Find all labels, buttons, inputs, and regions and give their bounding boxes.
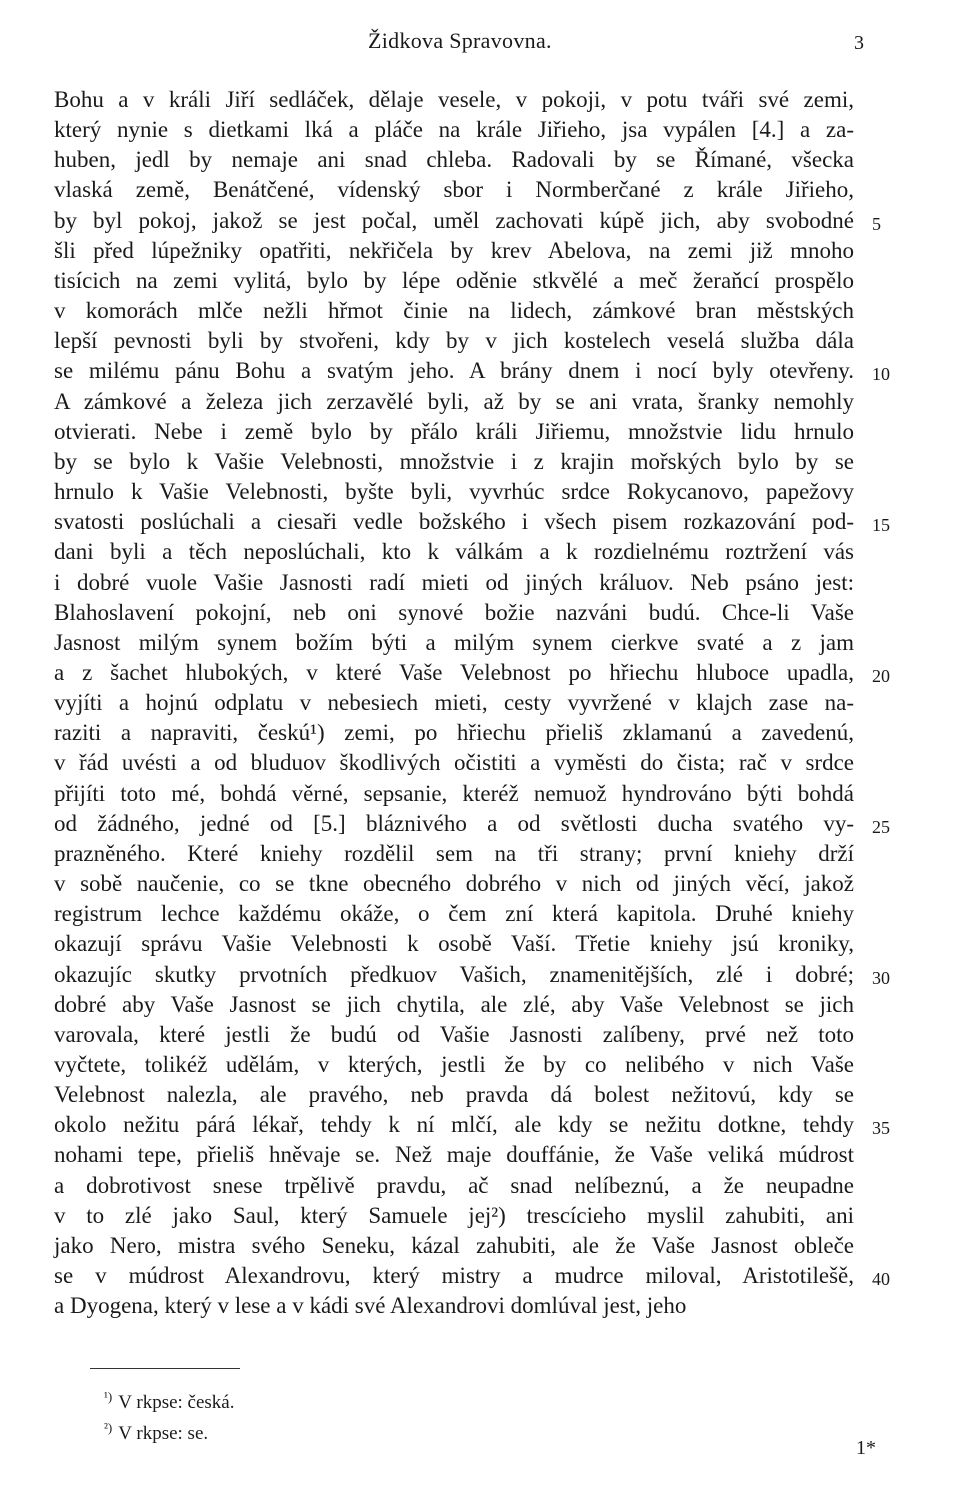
text-line <box>54 688 866 718</box>
text-line <box>54 1080 866 1110</box>
text-line <box>54 809 890 839</box>
line-text: vlaská země, Benátčené, vídenský sbor i Normberčané z krále Jiřieho, <box>54 177 854 203</box>
footnote-text: V rkpse: česká. <box>118 1392 235 1413</box>
line-text: by byl pokoj, jakož se jest počal, uměl zachovati kúpě jich, aby svobodné <box>54 207 854 233</box>
text-line <box>54 537 866 567</box>
line-number: 30 <box>872 967 890 988</box>
footnote-mark: ¹) <box>104 1388 113 1404</box>
text-line <box>54 779 866 809</box>
text-line <box>54 1171 866 1201</box>
text-line <box>54 658 890 688</box>
line-text: huben, jedl by nemaje ani snad chleba. Radovali by se Římané, všecka <box>54 147 854 173</box>
text-line <box>54 1140 866 1170</box>
text-line <box>54 266 866 296</box>
text-line <box>54 85 866 115</box>
text-line <box>54 145 866 175</box>
footnote-text: V rkpse: se. <box>118 1423 209 1444</box>
line-text: Bohu a v králi Jiří sedláček, dělaje vesele, v pokoji, v potu tváři své zemi, <box>54 87 854 112</box>
text-line <box>54 417 866 447</box>
line-text: v sobě naučenie, co se tkne obecného dobrého v nich od jiných věcí, jakož <box>54 871 854 897</box>
line-text: přijíti toto mé, bohdá věrné, sepsanie, kteréž nemuož hyndrováno býti bohdá <box>54 780 854 806</box>
text-line <box>54 929 866 959</box>
footnote <box>104 1387 235 1418</box>
text-line <box>54 477 866 507</box>
line-text: okazujíc skutky prvotních předkuov Vašich, znamenitějších, zlé i dobré; <box>54 961 854 987</box>
text-line <box>54 236 866 266</box>
line-number: 35 <box>872 1118 890 1139</box>
line-number: 10 <box>872 364 890 385</box>
line-text: nohami tepe, přieliš hněvaje se. Než maje douffánie, že Vaše veliká múdrost <box>54 1142 854 1168</box>
line-text: a z šachet hlubokých, v které Vaše Velebnost po hřiechu hluboce upadla, <box>54 659 854 685</box>
text-line <box>54 718 866 748</box>
signature-mark: 1* <box>856 1437 876 1459</box>
line-text: Velebnost nalezla, ale pravého, neb pravda dá bolest nežitovú, kdy se <box>54 1082 854 1108</box>
line-text: lepší pevnosti byli by stvořeni, kdy by v jich kostelech veselá služba dála <box>54 328 854 354</box>
line-text: raziti a napraviti, českú¹) zemi, po hřiechu přieliš zklamanú a zavedenú, <box>54 720 854 746</box>
page-number: 3 <box>854 32 864 54</box>
text-line <box>54 598 866 628</box>
line-number: 40 <box>872 1269 890 1290</box>
line-text: i dobré vuole Vašie Jasnosti radí mieti od jiných králuov. Neb psáno jest: <box>54 569 854 595</box>
line-text: Blahoslavení pokojní, neb oni synové božie nazváni budú. Chce-li Vaše <box>54 599 854 625</box>
text-line <box>54 1261 890 1291</box>
line-text: v komorách mlče nežli hřmot činie na lidech, zámkové bran městských <box>54 298 854 324</box>
footnote <box>104 1418 235 1449</box>
line-number: 25 <box>872 816 890 837</box>
line-text: okolo nežitu párá lékař, tehdy k ní mlčí, ale kdy se nežitu dotkne, tehdy <box>54 1112 854 1138</box>
line-text: v to zlé jako Saul, který Samuele jej²) trescícieho myslil zahubiti, ani <box>54 1202 854 1228</box>
line-text: by se bylo k Vašie Velebnosti, množstvie i z krajin mořských bylo by se <box>54 448 854 474</box>
text-line <box>54 869 866 899</box>
line-number: 20 <box>872 665 890 686</box>
text-line <box>54 447 866 477</box>
text-line <box>54 990 866 1020</box>
line-text: tisícich na zemi vylitá, bylo by lépe oděnie stkvělé a meč žeraňcí prospělo <box>54 267 854 293</box>
line-text: varovala, které jestli že budú od Vašie Jasnosti zalíbeny, prvé než toto <box>54 1021 854 1047</box>
text-line <box>54 175 866 205</box>
text-line <box>54 1110 890 1140</box>
line-text: vyčtete, tolikéž udělám, v kterých, jestli že by co nelibého v nich Vaše <box>54 1052 854 1077</box>
text-line <box>54 1291 866 1321</box>
line-text: se v múdrost Alexandrovu, který mistry a mudrce miloval, Aristotilešě, <box>54 1263 854 1289</box>
line-text: okazují správu Vašie Velebnosti k osobě Vaší. Třetie kniehy jsú kroniky, <box>54 931 854 957</box>
footnotes <box>104 1387 235 1449</box>
line-text: a dobrotivost snese trpělivě pravdu, ač snad nelíbeznú, a že neupadne <box>54 1172 854 1198</box>
line-number: 15 <box>872 515 890 536</box>
text-line <box>54 568 866 598</box>
line-text: a Dyogena, který v lese a v kádi své Alexandrovi domlúval jest, jeho <box>54 1293 687 1319</box>
line-text: který nynie s dietkami lká a pláče na krále Jiřieho, jsa vypálen [4.] a za- <box>54 117 854 143</box>
page-header <box>0 28 960 58</box>
line-text: prazněného. Které kniehy rozdělil sem na tři strany; první kniehy drží <box>54 840 854 866</box>
text-line <box>54 628 866 658</box>
text-line <box>54 839 866 869</box>
line-text: registrum lechce každému okáže, o čem zní která kapitola. Druhé kniehy <box>54 901 854 927</box>
text-line <box>54 507 890 537</box>
line-text: Jasnost milým synem božím býti a milým synem cierkve svaté a z jam <box>54 629 854 655</box>
text-line <box>54 206 881 236</box>
running-title: Židkova Spravovna. <box>368 28 552 53</box>
text-line <box>54 1020 866 1050</box>
line-text: hrnulo k Vašie Velebnosti, byšte byli, vyvrhúc srdce Rokycanovo, papežovy <box>54 479 854 505</box>
text-line <box>54 326 866 356</box>
line-text: šli před lúpežniky opatřiti, nekřičela by krev Abelova, na zemi již mnoho <box>54 237 854 263</box>
line-text: vyjíti a hojnú odplatu v nebesiech mieti, cesty vyvržené v klajch zase na- <box>54 690 854 716</box>
text-line <box>54 960 890 990</box>
body-text <box>54 85 890 1321</box>
text-line <box>54 1201 866 1231</box>
text-line <box>54 296 866 326</box>
text-line <box>54 115 866 145</box>
line-text: dani byli a těch neposlúchali, kto k válkám a k rozdielnému roztržení vás <box>54 539 854 565</box>
text-line <box>54 1050 866 1080</box>
text-line <box>54 748 866 778</box>
footnote-rule <box>90 1368 240 1369</box>
line-text: jako Nero, mistra svého Seneku, kázal zahubiti, ale že Vaše Jasnost obleče <box>54 1232 854 1258</box>
line-number: 5 <box>872 213 881 234</box>
text-line <box>54 1231 866 1261</box>
line-text: v řád uvésti a od bluduov škodlivých očistiti a vyměsti do čista; rač v srdce <box>54 750 854 776</box>
text-line <box>54 899 866 929</box>
line-text: se milému pánu Bohu a svatým jeho. A brány dnem i nocí byly otevřeny. <box>54 358 854 384</box>
text-line <box>54 387 866 417</box>
line-text: svatosti poslúchali a ciesaři vedle božského i všech pisem rozkazování pod- <box>54 509 854 535</box>
line-text: otvierati. Nebe i země bylo by přálo králi Jiřiemu, množstvie lidu hrnulo <box>54 418 854 444</box>
line-text: A zámkové a železa jich zerzavělé byli, až by se ani vrata, šranky nemohly <box>54 388 854 414</box>
line-text: dobré aby Vaše Jasnost se jich chytila, ale zlé, aby Vaše Velebnost se jich <box>54 991 854 1017</box>
text-line <box>54 356 890 386</box>
footnote-mark: ²) <box>104 1419 113 1435</box>
line-text: od žádného, jedné od [5.] bláznivého a od světlosti ducha svatého vy- <box>54 810 854 836</box>
